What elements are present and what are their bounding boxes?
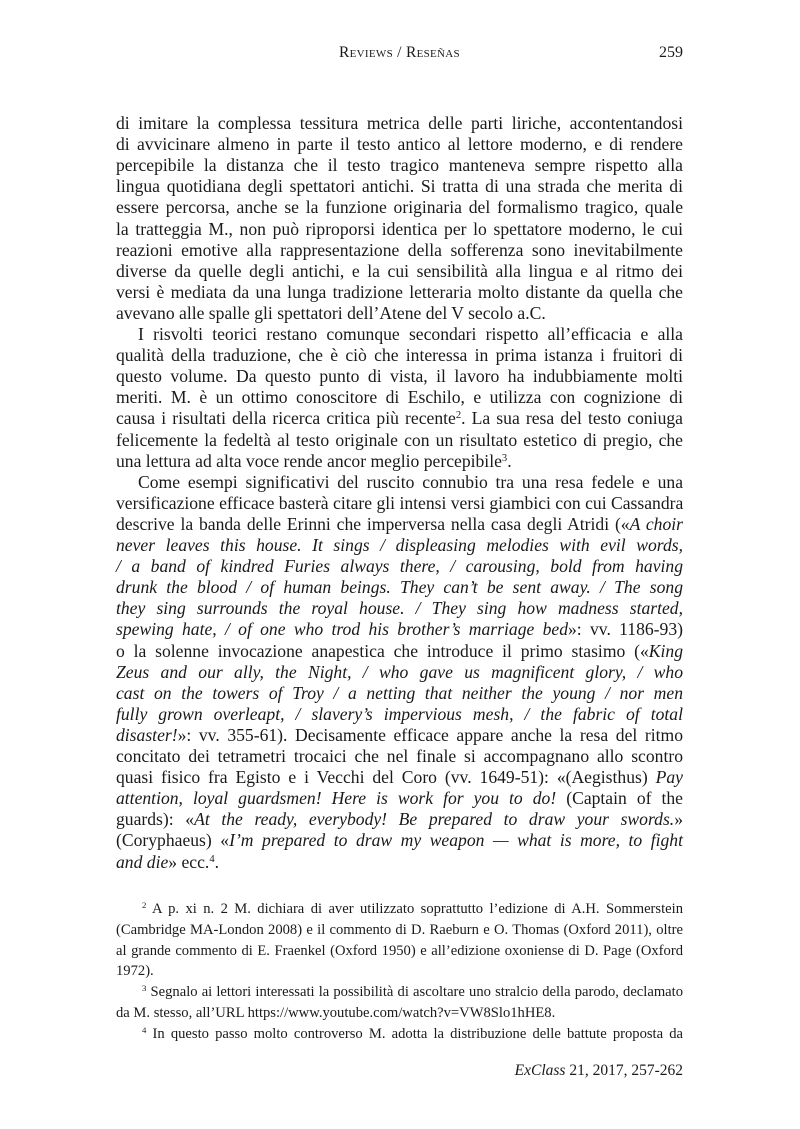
text-run: Segnalo ai lettori interessati la possibilità di ascoltare uno stralcio della parodo, declamato [146, 984, 683, 1001]
page-header [116, 44, 683, 66]
text-line [116, 261, 683, 282]
quoted-translation: never leaves this house. It sings / displeasing melodies with evil words, [116, 535, 683, 555]
text-run: da M. stesso, all’URL https://www.youtube.com/watch?v=VW8Slo1hHE8. [116, 1005, 556, 1021]
text-run: » [674, 809, 683, 830]
text-line [116, 704, 683, 725]
running-head: Reviews / Reseñas [339, 44, 460, 61]
text-run: . [507, 450, 512, 471]
text-line [116, 366, 683, 387]
text-line [116, 451, 683, 472]
journal-name: ExClass [514, 1062, 566, 1079]
text-run: questo volume. Da questo punto di vista, il lavoro ha indubbiamente molti [116, 366, 683, 387]
text-run: versi è mediata da una lunga tradizione letteraria molto distante da quella che [116, 281, 683, 302]
text-line [116, 683, 683, 704]
footnote-line [116, 920, 683, 940]
text-run: (Coryphaeus) « [116, 830, 230, 851]
text-line [116, 387, 683, 408]
text-line [116, 472, 683, 493]
text-line [116, 113, 683, 134]
text-run: o la solenne invocazione anapestica che introduce il primo stasimo (« [116, 640, 649, 661]
text-line [116, 197, 683, 218]
text-line [116, 577, 683, 598]
quoted-translation: disaster! [116, 724, 178, 745]
journal-citation: 21, 2017, 257-262 [565, 1062, 683, 1079]
quoted-translation: Pay [655, 767, 683, 788]
text-line [116, 641, 683, 662]
text-line [116, 345, 683, 366]
text-run: percepibile la distanza che il testo tragico manteneva sempre rispetto alla [116, 155, 683, 176]
footnote-marker: 4 [142, 1024, 147, 1035]
text-line [116, 809, 683, 830]
text-line [116, 619, 683, 640]
text-line [116, 134, 683, 155]
text-run: I risvolti teorici restano comunque secondari rispetto all’efficacia e alla [138, 324, 683, 344]
text-run: meriti. M. è un ottimo conoscitore di Eschilo, e utilizza con cognizione di [116, 387, 683, 408]
text-line [116, 324, 683, 345]
footnote-line [116, 1024, 683, 1044]
text-run: una lettura ad alta voce rende ancor meglio percepibile [116, 450, 502, 471]
quoted-translation: spewing hate, / of one who trod his brother’s marriage bed [116, 619, 568, 640]
text-run: (Captain of the [556, 788, 683, 809]
quoted-translation: and die [116, 851, 169, 872]
text-run: In questo passo molto controverso M. adotta la distribuzione delle battute proposta da [146, 1025, 683, 1042]
text-run: qualità della traduzione, che è ciò che interessa in prima istanza i fruitori di [116, 345, 683, 366]
text-line [116, 746, 683, 767]
text-run: lingua quotidiana degli spettatori antichi. Si tratta di una strada che merita di [116, 176, 683, 197]
text-line [116, 535, 683, 556]
text-line [116, 408, 683, 429]
text-line [116, 219, 683, 240]
quoted-translation: they sing surrounds the royal house. / They sing how madness started, [116, 598, 683, 619]
text-run: descrive la banda delle Erinni che imperversa nella casa degli Atridi (« [116, 513, 630, 534]
text-run: . [214, 851, 220, 872]
text-run: (Cambridge MA-London 2008) e il commento di D. Raeburn e O. Thomas (Oxford 2011), oltre [116, 921, 683, 938]
text-run: versificazione efficace basterà citare gli intensi versi giambici con cui Cassandra [116, 492, 684, 513]
text-line [116, 493, 683, 514]
text-line [116, 155, 683, 176]
text-line [116, 830, 683, 851]
text-run: avevano alle spalle gli spettatori dell’Atene del V secolo a.C. [116, 302, 546, 323]
text-run: causa i risultati della ricerca critica più recente [116, 408, 456, 429]
text-run: concitato dei tetrametri trocaici che nel finale si accompagnano allo scontro [116, 746, 683, 766]
text-run: guards): « [116, 809, 195, 830]
footnote-line [116, 1003, 683, 1023]
text-run: Come esempi significativi del ruscito connubio tra una resa fedele e una [138, 471, 683, 492]
text-run: essere percorsa, anche se la funzione originaria del formalismo tragico, quale [116, 197, 683, 218]
text-line [116, 303, 683, 324]
text-line [116, 852, 683, 873]
quoted-translation: King [648, 640, 683, 661]
footnote-marker: 2 [142, 900, 147, 911]
quoted-translation: attention, loyal guardsmen! Here is work for you to do! [116, 788, 557, 809]
text-line [116, 240, 683, 261]
text-line [116, 176, 683, 197]
quoted-translation: I’m prepared to draw my weapon — what is more, to fight [229, 830, 683, 851]
text-line [116, 788, 683, 809]
text-line [116, 767, 683, 788]
text-run: A p. xi n. 2 M. dichiara di aver utilizzato soprattutto l’edizione di A.H. Sommerstein [146, 901, 683, 917]
footnote-marker: 3 [501, 452, 508, 464]
text-run: reazioni emotive alla rappresentazione della sofferenza sono inevitabilmente [116, 239, 683, 260]
text-run: felicemente la fedeltà al testo originale con un risultato estetico di pregio, che [116, 429, 683, 450]
footnote-marker: 4 [209, 853, 215, 865]
text-line [116, 514, 683, 535]
text-line [116, 430, 683, 451]
text-run: » ecc. [168, 851, 210, 872]
quoted-translation: At the ready, everybody! Be prepared to draw your swords. [194, 809, 675, 830]
text-run: di imitare la complessa tessitura metrica delle parti liriche, accontentandosi [116, 113, 683, 133]
text-line [116, 662, 683, 683]
page-footer [515, 1062, 683, 1080]
text-run: 1972). [116, 963, 154, 980]
text-run: la tratteggia M., non può riproporsi identica per lo spettatore moderno, le cui [116, 218, 683, 239]
footnote-line [116, 941, 683, 961]
text-run: di avvicinare almeno in parte il testo antico al lettore moderno, e di rendere [116, 134, 683, 155]
quoted-translation: fully grown overleapt, / slavery’s impervious mesh, / the fabric of total [116, 703, 683, 724]
text-run: »: vv. 355-61). Decisamente efficace appare anche la resa del ritmo [177, 724, 683, 745]
page-number: 259 [659, 44, 683, 61]
footnote-marker: 2 [455, 410, 462, 422]
quoted-translation: cast on the towers of Troy / a netting that neither the young / nor men [116, 682, 683, 703]
text-line [116, 598, 683, 619]
quoted-translation: A choir [629, 513, 684, 534]
text-line [116, 725, 683, 746]
quoted-translation: Zeus and our ally, the Night, / who gave us magnificent glory, / who [116, 661, 683, 682]
footnote-marker: 3 [142, 983, 147, 994]
footnote-line [116, 899, 683, 919]
text-line [116, 556, 683, 577]
quoted-translation: / a band of kindred Furies always there, / carousing, bold from having [116, 556, 683, 577]
text-run: »: vv. 1186-93) [568, 619, 683, 640]
text-run: diverse da quelle degli antichi, e la cui sensibilità alla lingua e al ritmo dei [116, 260, 683, 281]
text-line [116, 282, 683, 303]
text-run: quasi fisico fra Egisto e i Vecchi del Coro (vv. 1649-51): «(Aegisthus) [116, 767, 656, 788]
text-run: al grande commento di E. Fraenkel (Oxford 1950) e all’edizione oxoniense di D. Page (Oxford [116, 942, 683, 959]
footnote-line [116, 982, 683, 1002]
text-run: . La sua resa del testo coniuga [461, 408, 683, 429]
footnote-line [116, 961, 683, 981]
quoted-translation: drunk the blood / of human beings. They can’t be sent away. / The song [116, 577, 683, 598]
